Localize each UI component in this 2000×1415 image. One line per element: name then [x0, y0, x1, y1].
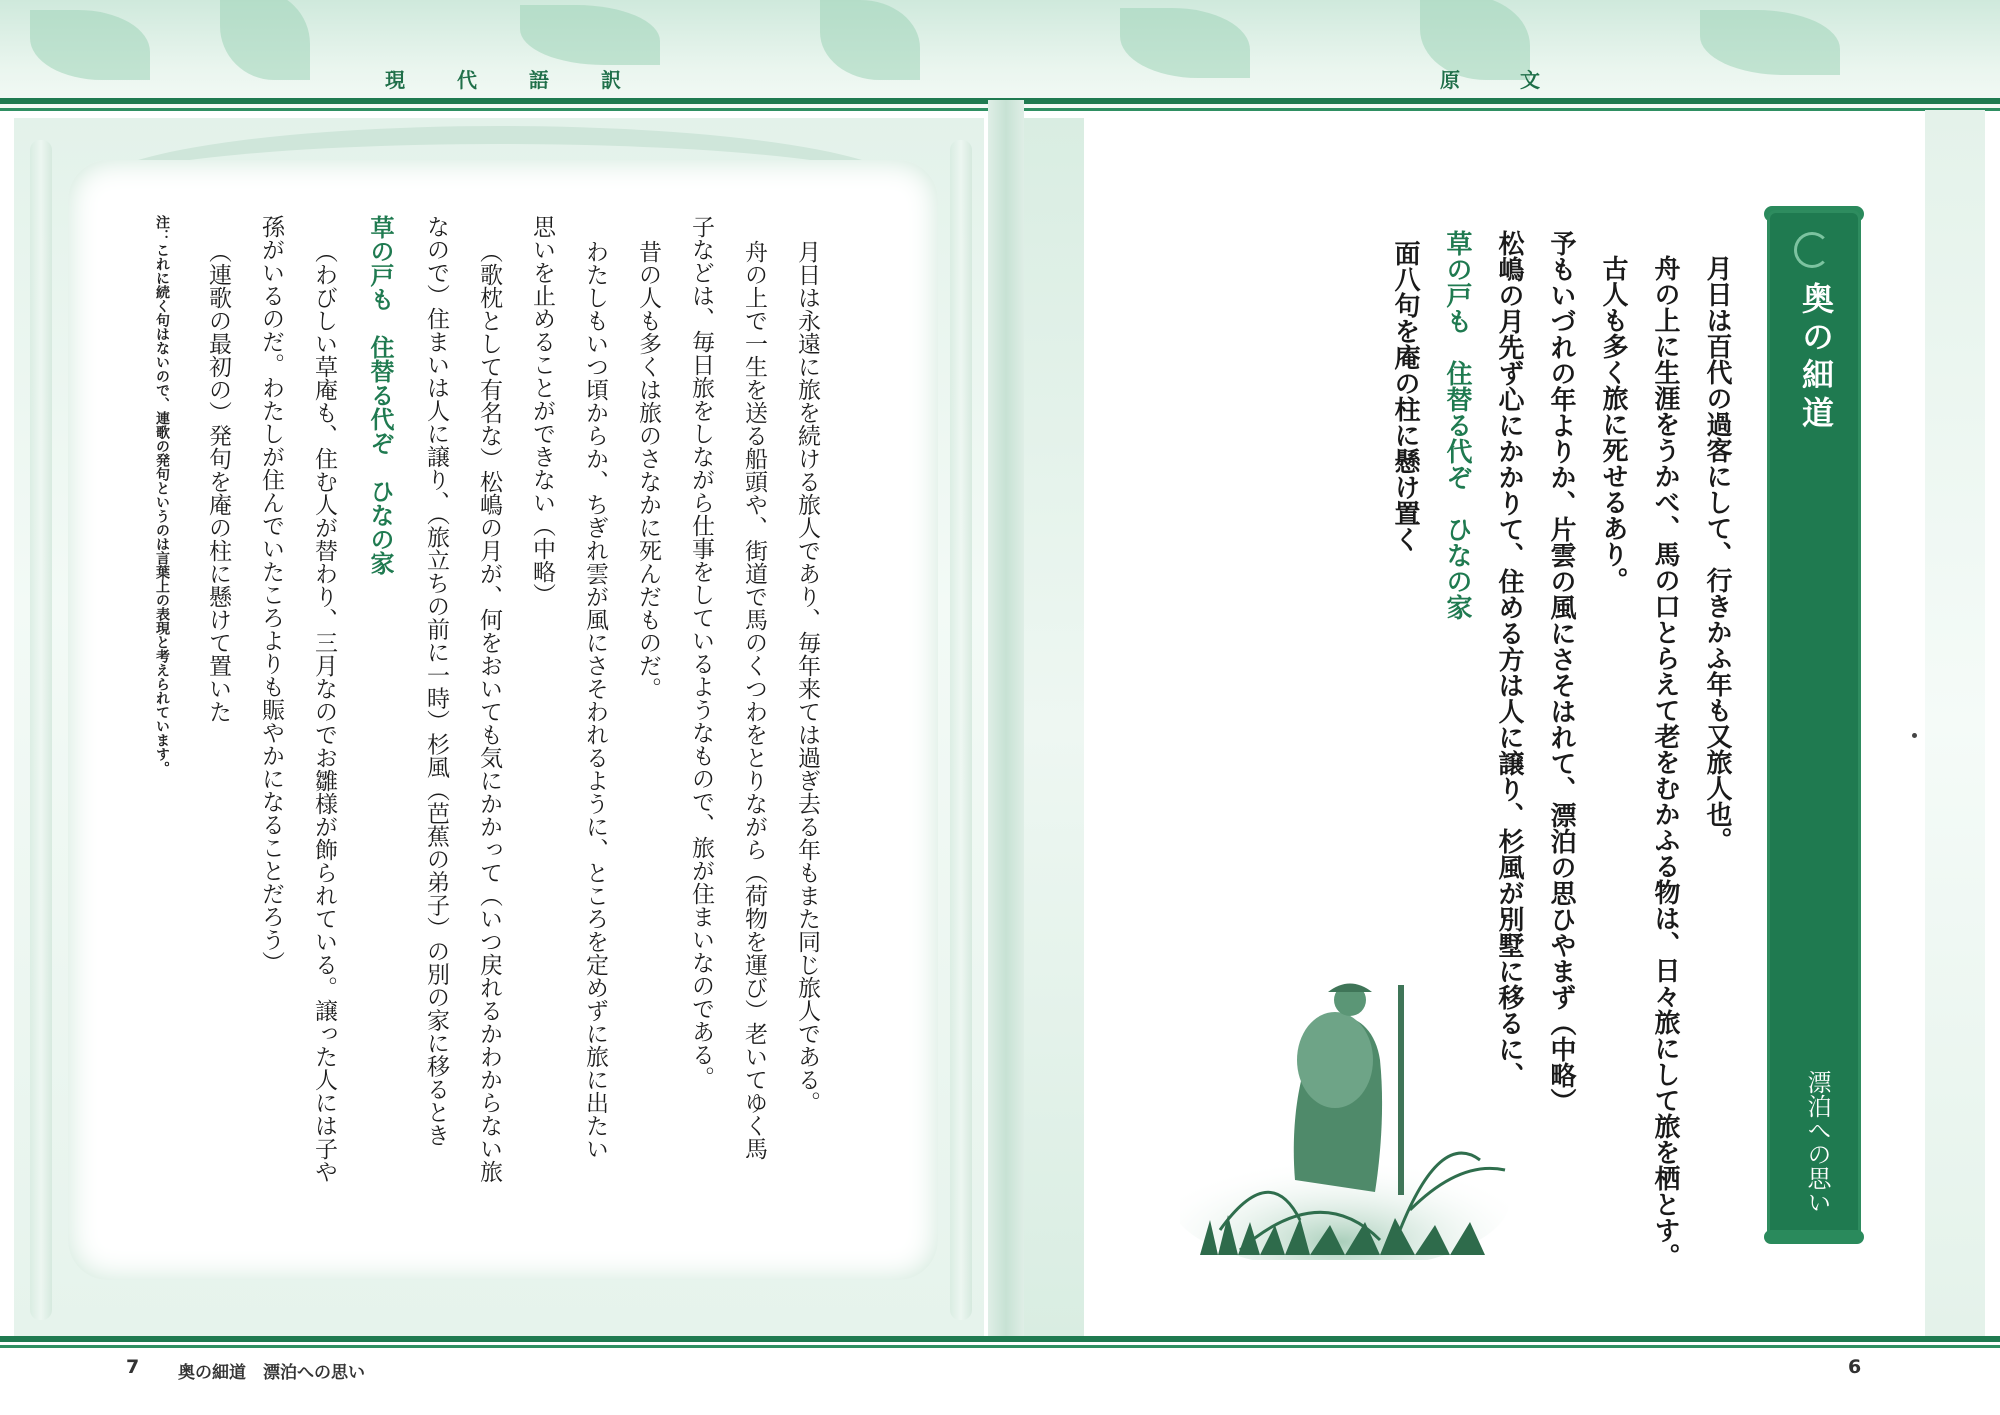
left-page-header: 現代語訳	[385, 68, 673, 92]
leaf-decoration	[220, 0, 310, 80]
original-line-7: 面八句を庵の柱に懸け置く	[1390, 240, 1420, 552]
right-page-number: 6	[1848, 1356, 1862, 1378]
leaf-decoration	[1700, 10, 1840, 75]
leaf-banner-background	[0, 0, 2000, 110]
translation-line-4: 昔の人も多くは旅のさなかに死んだものだ。	[635, 240, 661, 700]
translation-line-7: （歌枕として有名な）松嶋の月が、何をおいても気にかかって（いつ戻れるかわからない旅	[476, 240, 502, 1183]
original-haiku: 草の戸も 住替る代ぞ ひなの家	[1442, 230, 1472, 620]
footer-rule	[0, 1336, 2000, 1342]
translation-haiku: 草の戸も 住替る代ぞ ひなの家	[366, 215, 394, 575]
translation-line-5: わたしもいつ頃からか、ちぎれ雲が風にさそわれるように、ところを定めずに旅に出たい	[582, 240, 608, 1160]
print-speck	[1912, 733, 1917, 738]
work-title: 奥の細道	[1797, 282, 1835, 434]
right-page-bamboo-strip	[1024, 118, 1084, 1336]
translation-line-11: 孫がいるのだ。わたしが住んでいたころよりも賑やかになることだろう）	[258, 215, 284, 974]
translation-line-12: （連歌の最初の）発句を庵の柱に懸けて置いた	[205, 240, 231, 723]
leaf-decoration	[30, 10, 150, 80]
leaf-decoration	[520, 5, 660, 65]
leaf-decoration	[1120, 8, 1250, 78]
original-line-5: 松嶋の月先ず心にかかりて、住める方は人に譲り、杉風が別墅に移るに、	[1494, 230, 1524, 1088]
swirl-ornament-icon	[1794, 232, 1830, 268]
right-page-edge-decoration	[1925, 110, 1985, 1336]
right-page-header: 原文	[1440, 68, 1600, 92]
translation-line-8: なので）住まいは人に譲り、（旅立ちの前に一時）杉風（芭蕉の弟子）の別の家に移るとき	[423, 215, 449, 1147]
traveler-illustration	[1180, 930, 1510, 1260]
translation-note: 注：これに続く句はないので、連歌の発句というのは言葉上の表現と考えられています。	[154, 215, 170, 775]
original-line-4: 予もいづれの年よりか、片雲の風にさそはれて、漂泊の思ひやまず（中略）	[1546, 230, 1576, 1114]
running-title: 奥の細道 漂泊への思い	[178, 1363, 365, 1383]
original-line-3: 古人も多く旅に死せるあり。	[1598, 255, 1628, 593]
left-page-number: 7	[126, 1356, 140, 1378]
translation-line-2: 舟の上で一生を送る船頭や、街道で馬のくつわをとりながら（荷物を運び）老いてゆく馬	[741, 240, 767, 1160]
translation-line-3: 子などは、毎日旅をしながら仕事をしているようなもので、旅が住まいなのである。	[688, 215, 714, 1089]
scroll-roll-bottom	[1764, 1230, 1864, 1244]
footer-rule-thin	[0, 1345, 2000, 1348]
translation-line-1: 月日は永遠に旅を続ける旅人であり、毎年来ては過ぎ去る年もまた同じ旅人である。	[794, 240, 820, 1114]
leaf-decoration	[820, 0, 920, 80]
translation-line-6: 思いを止めることができない（中略）	[529, 215, 555, 606]
original-line-2: 舟の上に生涯をうかべ、馬の口とらえて老をむかふる物は、日々旅にして旅を栖とす。	[1650, 255, 1680, 1269]
section-subtitle: 漂泊への思い	[1803, 1070, 1831, 1214]
bamboo-decoration	[950, 140, 972, 1320]
bamboo-decoration	[30, 140, 52, 1320]
translation-line-10: （わびしい草庵も、住む人が替わり、三月なのでお雛様が飾られている。譲った人には子や	[311, 240, 337, 1183]
original-line-1: 月日は百代の過客にして、行きかふ年も又旅人也。	[1702, 255, 1732, 853]
book-gutter	[988, 100, 1024, 1340]
